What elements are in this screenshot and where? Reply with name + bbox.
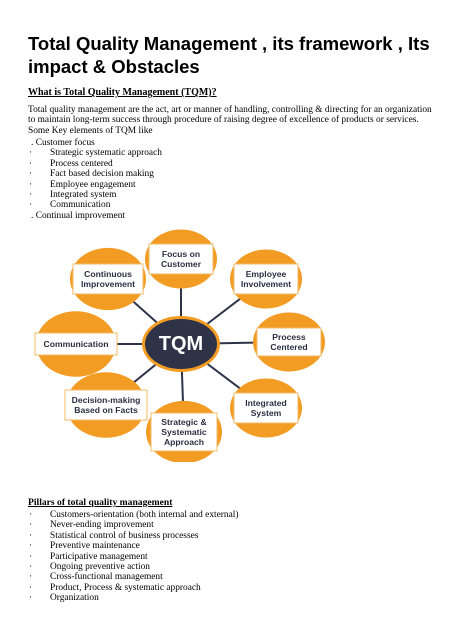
list-item-text: Ongoing preventive action: [50, 562, 150, 573]
list-item: [28, 552, 238, 562]
bullet-icon: ·: [29, 158, 33, 169]
bullet-icon: ·: [29, 179, 33, 190]
bullet-icon: ·: [29, 541, 33, 552]
list-item: [28, 159, 162, 169]
bullet-icon: ·: [29, 562, 33, 573]
node-label: Focus on Customer: [160, 249, 202, 269]
key-elements-list: [28, 138, 162, 221]
list-item-text: Strategic systematic approach: [50, 148, 162, 159]
list-item: [28, 169, 162, 179]
tqm-definition: [28, 105, 438, 136]
node-label: Integrated System: [245, 398, 287, 418]
list-item: [28, 148, 162, 158]
bullet-icon: ·: [29, 520, 33, 531]
list-item-text: Fact based decision making: [50, 169, 154, 180]
list-item: [28, 583, 238, 593]
document-title: Total Quality Management , its framework , Its impact & Obstacles: [28, 33, 430, 77]
list-item: [28, 138, 162, 148]
node-label: Communication: [43, 339, 109, 349]
bullet-icon: ·: [29, 190, 33, 201]
bullet-icon: ·: [29, 169, 33, 180]
section-heading-pillars: Pillars of total quality management: [28, 497, 173, 508]
list-item: [28, 572, 238, 582]
list-item: [28, 190, 162, 200]
list-item: [28, 520, 238, 530]
bullet-icon: ·: [29, 148, 33, 159]
list-item-text: Process centered: [50, 158, 113, 169]
list-item-text: Statistical control of business processes: [50, 530, 199, 541]
list-item-text: Organization: [50, 593, 99, 604]
list-item-text: Product, Process & systematic approach: [50, 582, 201, 593]
list-item: [28, 562, 238, 572]
list-item: [28, 541, 238, 551]
list-item: [28, 180, 162, 190]
tqm-hub-label: TQM: [158, 332, 204, 355]
list-item-text: Communication: [50, 200, 111, 211]
bullet-icon: ·: [29, 593, 33, 604]
bullet-icon: ·: [29, 582, 33, 593]
list-item-text: . Customer focus: [31, 138, 95, 148]
list-item-text: Integrated system: [50, 190, 117, 201]
list-item-text: Participative management: [50, 551, 148, 562]
list-item-text: Preventive maintenance: [50, 541, 140, 552]
list-item: [28, 531, 238, 541]
list-item-text: . Continual improvement: [31, 210, 125, 221]
bullet-icon: ·: [29, 510, 33, 520]
list-item: [28, 593, 238, 603]
list-item-text: Employee engagement: [50, 179, 136, 190]
list-item: [28, 211, 162, 221]
bullet-icon: ·: [29, 530, 33, 541]
node-label: Process Centered: [270, 332, 308, 352]
section-heading-what-is-tqm: What is Total Quality Management (TQM)?: [28, 87, 217, 98]
tqm-diagram: [24, 222, 454, 462]
bullet-icon: ·: [29, 551, 33, 562]
key-elements-intro: Some Key elements of TQM like: [28, 125, 153, 136]
node-label: Continuous Improvement: [81, 269, 135, 289]
node-label: Employee Involvement: [240, 269, 292, 289]
list-item: [28, 200, 162, 210]
list-item-text: Never-ending improvement: [50, 520, 154, 531]
list-item-text: Cross-functional management: [50, 572, 163, 583]
pillars-list: [28, 510, 238, 604]
definition-paragraph: Total quality management are the act, art or manner of handling, controlling & directing for an organization to maintain long-term success through procedure of raising degree of excellence of products or services.: [28, 105, 432, 126]
node-label: Decision-making Based on Facts: [71, 395, 141, 415]
node-label: Strategic & Systematic Approach: [161, 417, 207, 447]
bullet-icon: ·: [29, 200, 33, 211]
list-item-text: Customers-orientation (both internal and external): [50, 510, 239, 520]
list-item: [28, 510, 238, 520]
bullet-icon: ·: [29, 572, 33, 583]
